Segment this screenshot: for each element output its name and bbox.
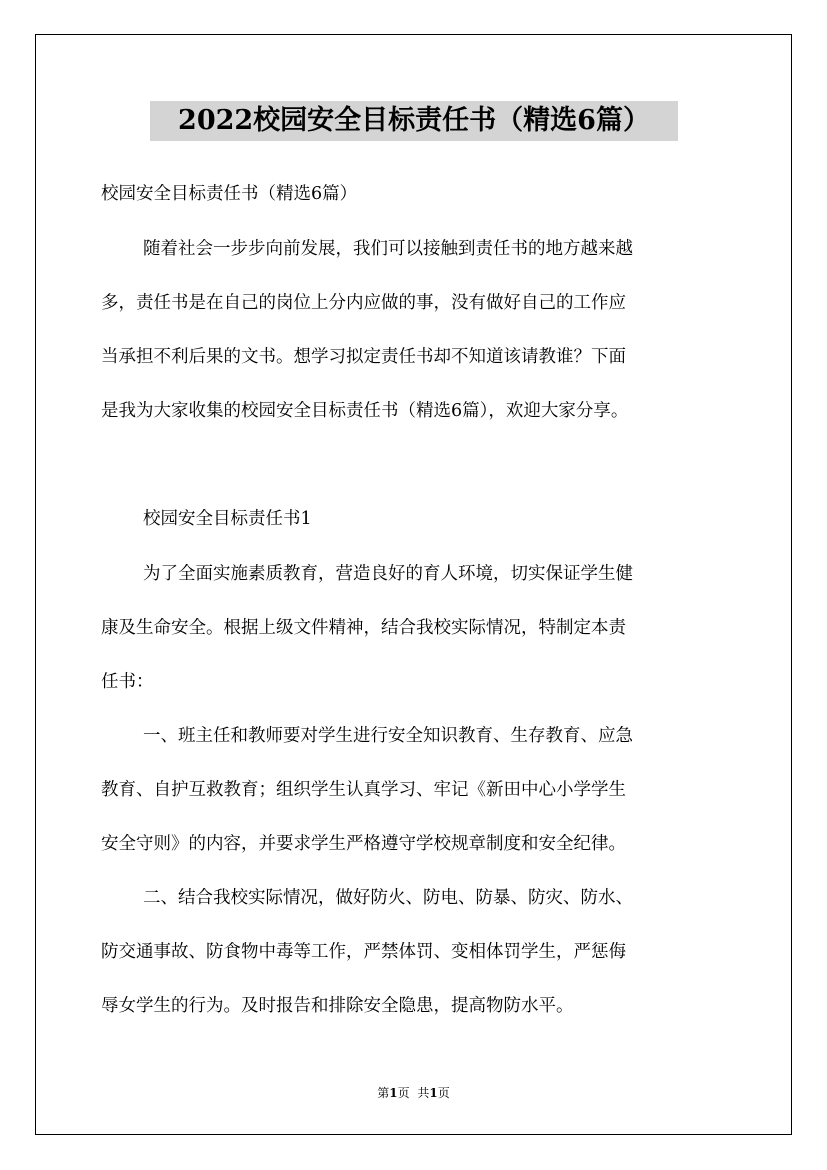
footer-page-suffix: 页: [397, 1086, 410, 1100]
section-heading: 校园安全目标责任书1: [143, 509, 312, 529]
intro-line: 是我为大家收集的校园安全目标责任书（精选6篇），欢迎大家分享。: [101, 401, 629, 421]
document-title: 2022校园安全目标责任书（精选6篇）: [150, 101, 678, 141]
intro-line: 多，责任书是在自己的岗位上分内应做的事，没有做好自己的工作应: [101, 293, 626, 313]
footer-total-suffix: 页: [437, 1086, 450, 1100]
paragraph-line: 一、班主任和教师要对学生进行安全知识教育、生存教育、应急: [143, 726, 633, 746]
footer-page-prefix: 第: [377, 1086, 390, 1100]
intro-line: 当承担不利后果的文书。想学习拟定责任书却不知道该请教谁？下面: [101, 347, 626, 367]
paragraph-line: 康及生命安全。根据上级文件精神，结合我校实际情况，特制定本责: [101, 618, 626, 638]
paragraph-line: 任书：: [101, 672, 154, 692]
page-footer: [0, 1085, 827, 1101]
paragraph-line: 安全守则》的内容，并要求学生严格遵守学校规章制度和安全纪律。: [101, 834, 626, 854]
footer-total-prefix: 共: [417, 1086, 430, 1100]
paragraph-line: 为了全面实施素质教育，营造良好的育人环境，切实保证学生健: [143, 564, 633, 584]
document-subtitle: 校园安全目标责任书（精选6篇）: [101, 184, 358, 204]
paragraph-line: 防交通事故、防食物中毒等工作，严禁体罚、变相体罚学生，严惩侮: [101, 942, 626, 962]
paragraph-line: 二、结合我校实际情况，做好防火、防电、防暴、防灾、防水、: [143, 888, 633, 908]
paragraph-line: 教育、自护互救教育；组织学生认真学习、牢记《新田中心小学学生: [101, 780, 626, 800]
intro-line: 随着社会一步步向前发展，我们可以接触到责任书的地方越来越: [143, 239, 633, 259]
footer-page-number: 1: [389, 1086, 398, 1100]
footer-total-number: 1: [429, 1086, 438, 1100]
paragraph-line: 辱女学生的行为。及时报告和排除安全隐患，提高物防水平。: [101, 996, 574, 1016]
